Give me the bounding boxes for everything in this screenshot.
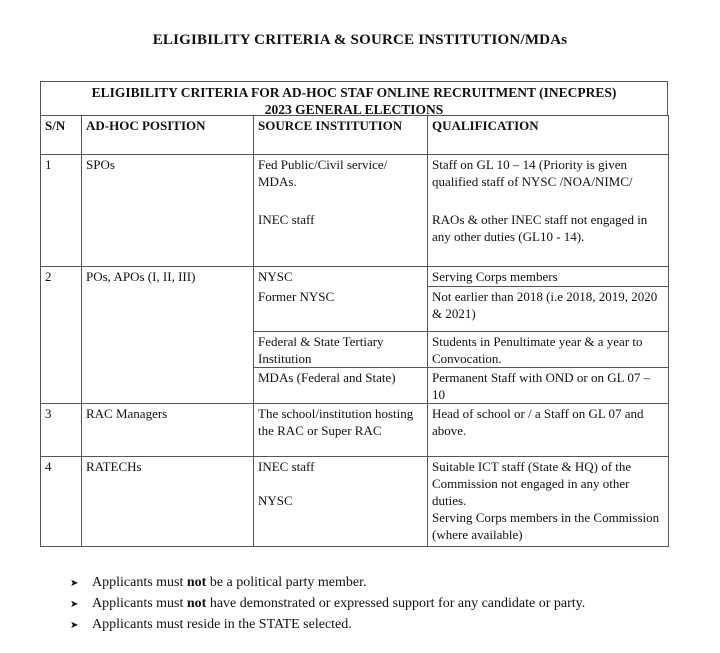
cell-source: The school/institution hosting the RAC or Super RAC [254,404,428,457]
cell-source: Fed Public/Civil service/ MDAs. [254,155,428,210]
header-row [41,116,669,155]
arrow-bullet-icon: ➤ [70,599,79,610]
table-row [41,457,669,547]
header-qualification: QUALIFICATION [428,116,669,155]
table-title [40,81,668,115]
table-row [41,404,669,457]
table-row [41,155,669,210]
cell-source [254,457,428,547]
cell-qualification: Not earlier than 2018 (i.e 2018, 2019, 2020 & 2021) [428,287,669,332]
cell-sn: 2 [41,267,82,404]
cell-qualification: Staff on GL 10 – 14 (Priority is given qualified staff of NYSC /NOA/NIMC/ [428,155,669,210]
cell-position: RATECHs [82,457,254,547]
cell-source: Federal & State Tertiary Institution [254,332,428,368]
cell-source: INEC staff [254,210,428,267]
notes-list [70,573,585,636]
note-item [70,615,585,636]
cell-sn: 4 [41,457,82,547]
arrow-bullet-icon: ➤ [70,620,79,631]
cell-qualification: Serving Corps members [428,267,669,287]
table-title-line-1: ELIGIBILITY CRITERIA FOR AD-HOC STAF ONLINE RECRUITMENT (INECPRES) [91,85,617,100]
cell-sn: 3 [41,404,82,457]
eligibility-table [40,81,668,547]
arrow-bullet-icon: ➤ [70,578,79,589]
source-line: NYSC [258,493,293,508]
cell-qualification: Permanent Staff with OND or on GL 07 – 10 [428,368,669,404]
cell-position: RAC Managers [82,404,254,457]
cell-qualification: Head of school or / a Staff on GL 07 and above. [428,404,669,457]
source-line: INEC staff [258,459,315,474]
header-position: AD-HOC POSITION [82,116,254,155]
cell-source: NYSC [254,267,428,287]
cell-qualification [428,457,669,547]
table-row [41,267,669,287]
cell-source: Former NYSC [254,287,428,332]
note-text: Applicants must reside in the STATE selected. [92,617,352,632]
cell-position: SPOs [82,155,254,267]
note-text: Applicants must not have demonstrated or expressed support for any candidate or party. [92,596,586,611]
note-item [70,573,585,594]
cell-qualification: Students in Penultimate year & a year to Convocation. [428,332,669,368]
cell-sn: 1 [41,155,82,267]
cell-position: POs, APOs (I, II, III) [82,267,254,404]
criteria-table [40,115,669,547]
header-source: SOURCE INSTITUTION [254,116,428,155]
page-title: ELIGIBILITY CRITERIA & SOURCE INSTITUTION/MDAs [152,32,568,48]
qualification-line: Suitable ICT staff (State & HQ) of the Commission not engaged in any other duties. [432,459,632,508]
table-title-line-2: 2023 GENERAL ELECTIONS [264,102,444,117]
note-text: Applicants must not be a political party member. [92,575,367,590]
qualification-line: Serving Corps members in the Commission (where available) [432,510,660,542]
cell-qualification: RAOs & other INEC staff not engaged in any other duties (GL10 - 14). [428,210,669,267]
note-item [70,594,585,615]
header-sn: S/N [41,116,82,155]
cell-source: MDAs (Federal and State) [254,368,428,404]
